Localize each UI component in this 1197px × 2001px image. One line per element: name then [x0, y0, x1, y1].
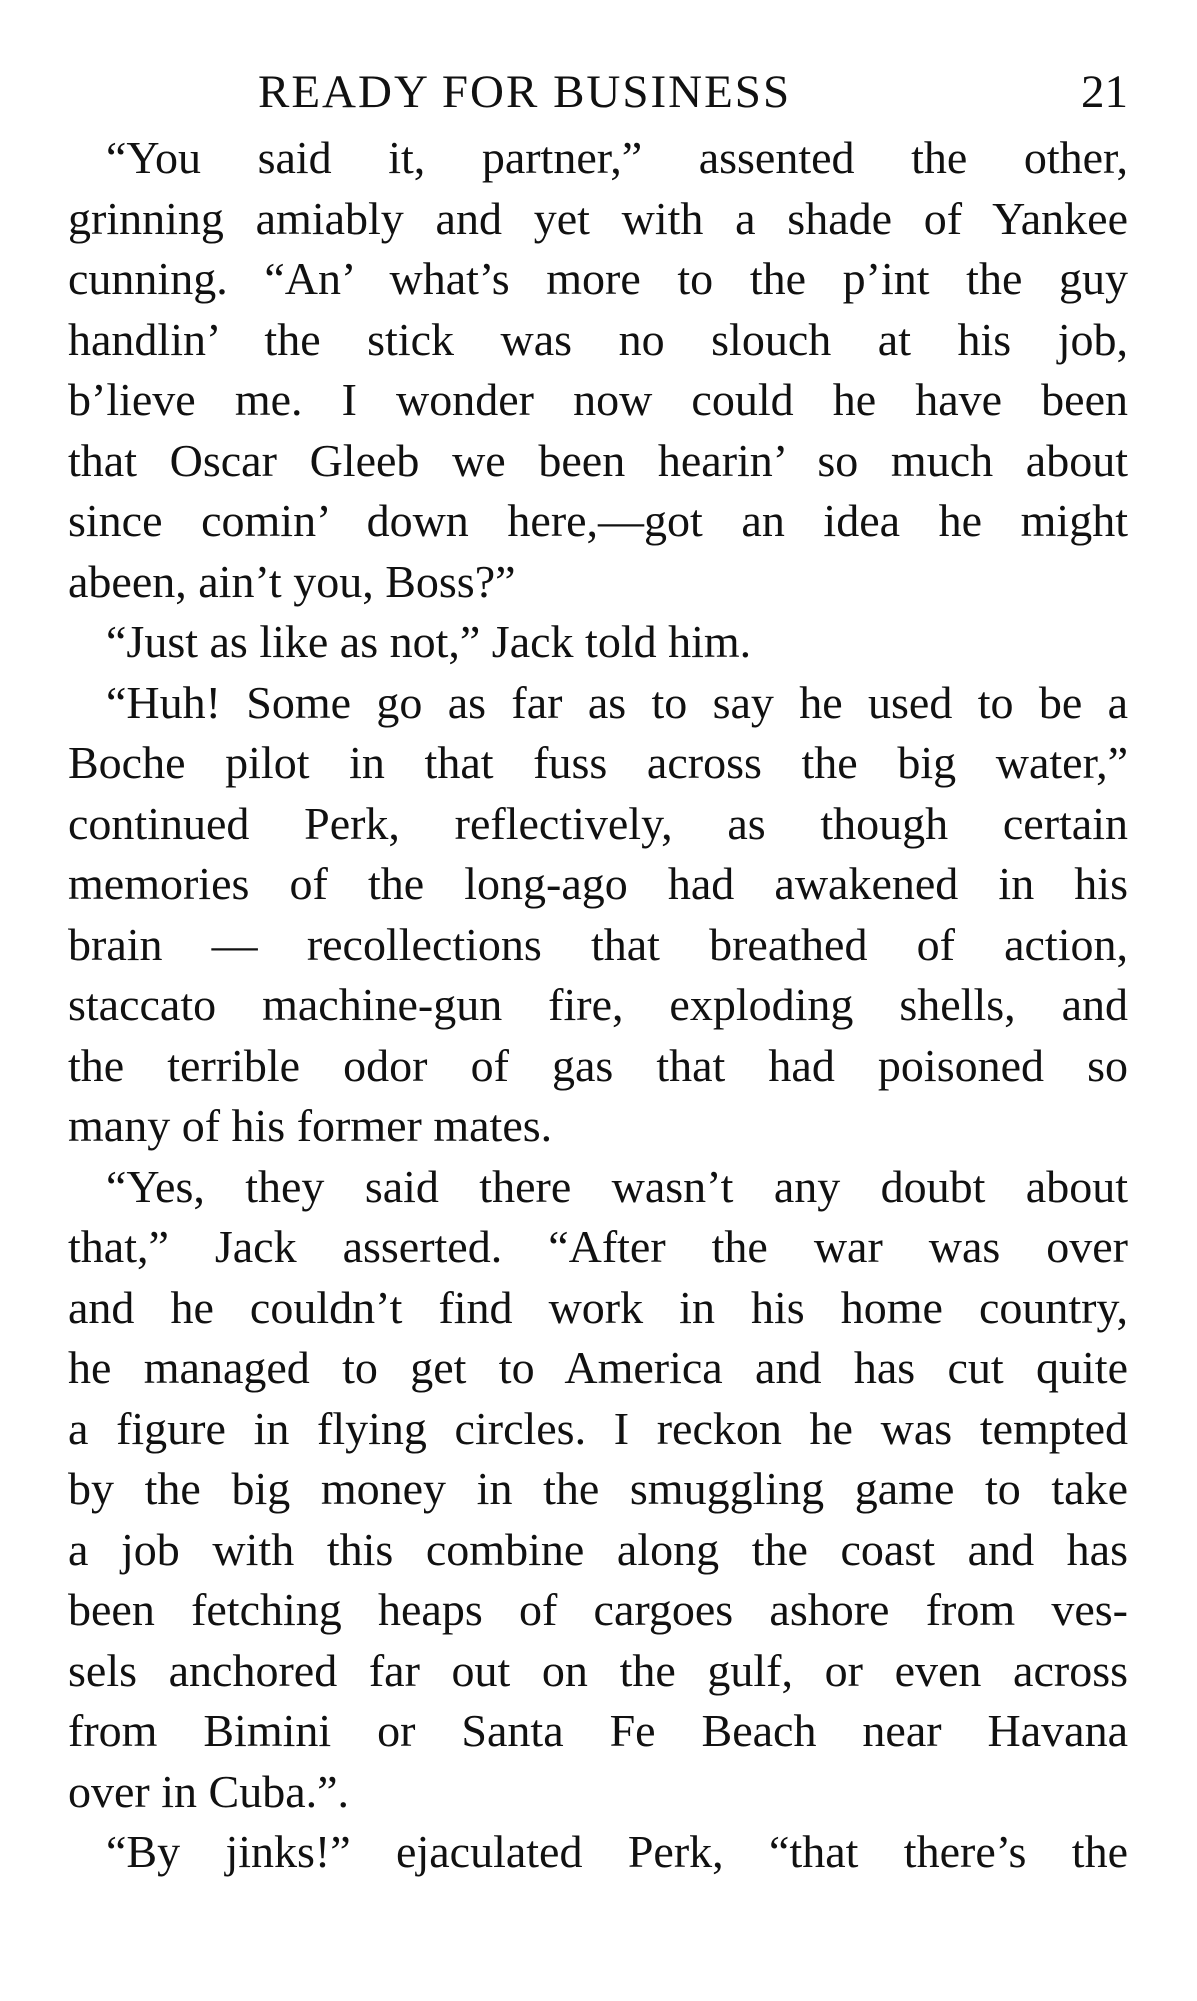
text-line: and he couldn’t find work in his home country,	[68, 1281, 1128, 1333]
text-line: since comin’ down here,—got an idea he might	[68, 495, 1128, 546]
running-title: READY FOR BUSINESS	[258, 66, 792, 118]
text-line: “You said it, partner,” assented the other,	[106, 132, 1128, 183]
text-line: been fetching heaps of cargoes ashore from ves-	[68, 1584, 1128, 1635]
text-line: b’lieve me. I wonder now could he have been	[68, 374, 1128, 425]
text-line: a job with this combine along the coast and has	[68, 1523, 1128, 1575]
text-line: the terrible odor of gas that had poisoned so	[68, 1039, 1128, 1091]
text-line: many of his former mates.	[68, 1100, 553, 1151]
text-line: “Huh! Some go as far as to say he used to be a	[106, 676, 1128, 728]
text-line: over in Cuba.”.	[68, 1765, 350, 1817]
text-line: Boche pilot in that fuss across the big water,”	[68, 737, 1128, 788]
text-line: brain — recollections that breathed of action,	[68, 918, 1128, 970]
text-line: sels anchored far out on the gulf, or even across	[68, 1644, 1128, 1696]
text-line: memories of the long-ago had awakened in his	[68, 858, 1128, 909]
text-line: “By jinks!” ejaculated Perk, “that there’s the	[106, 1826, 1128, 1877]
text-line: that Oscar Gleeb we been hearin’ so much about	[68, 434, 1128, 486]
text-line: cunning. “An’ what’s more to the p’int the guy	[68, 253, 1128, 304]
text-line: continued Perk, reflectively, as though certain	[68, 797, 1128, 849]
text-line: grinning amiably and yet with a shade of Yankee	[68, 192, 1128, 244]
text-line: from Bimini or Santa Fe Beach near Havana	[68, 1705, 1128, 1756]
text-line: handlin’ the stick was no slouch at his job,	[68, 313, 1128, 365]
body-text	[68, 128, 1128, 1883]
text-line: a figure in flying circles. I reckon he was tempted	[68, 1402, 1128, 1454]
text-line: that,” Jack asserted. “After the war was over	[68, 1221, 1128, 1272]
text-line: by the big money in the smuggling game to take	[68, 1463, 1128, 1514]
text-line: abeen, ain’t you, Boss?”	[68, 555, 516, 607]
text-line: “Just as like as not,” Jack told him.	[106, 616, 752, 667]
page-number: 21	[1081, 66, 1128, 118]
running-head	[68, 62, 1128, 122]
text-line: he managed to get to America and has cut quite	[68, 1342, 1128, 1393]
text-line: “Yes, they said there wasn’t any doubt about	[106, 1160, 1128, 1212]
text-line: staccato machine-gun fire, exploding shells, and	[68, 979, 1128, 1030]
